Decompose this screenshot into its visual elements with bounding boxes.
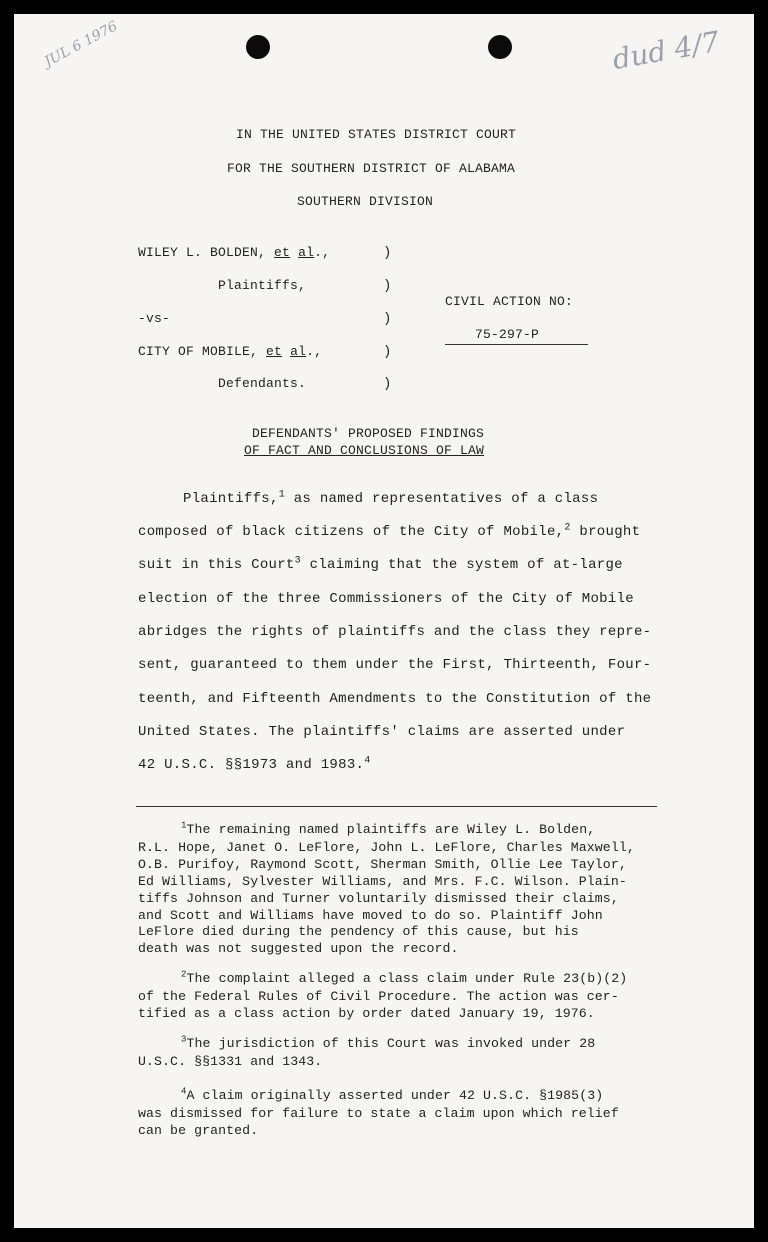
civil-action-number: 75-297-P: [475, 327, 540, 342]
caption-paren: ): [383, 245, 392, 261]
footnote-1-line-6: and Scott and Williams have moved to do so. Plaintiff John: [138, 908, 603, 923]
footnote-text: The jurisdiction of this Court was invoked under 28: [186, 1036, 596, 1051]
al-text: al.,: [290, 344, 323, 359]
defendant-name-text: CITY OF MOBILE,: [138, 344, 259, 359]
plaintiff-name: [138, 245, 330, 260]
court-heading-line-2: FOR THE SOUTHERN DISTRICT OF ALABAMA: [227, 161, 516, 176]
body-line-3: [138, 557, 623, 573]
body-line-2: [138, 524, 640, 540]
body-text: claiming that the system of at-large: [300, 557, 623, 573]
court-heading-line-1: IN THE UNITED STATES DISTRICT COURT: [236, 127, 517, 142]
court-heading-line-3: SOUTHERN DIVISION: [297, 194, 434, 209]
binder-hole-left: [246, 35, 270, 59]
body-text: as named representatives of a class: [285, 491, 599, 507]
et-text: et: [274, 245, 291, 260]
binder-hole-right: [488, 35, 512, 59]
versus-label: -vs-: [138, 311, 171, 326]
body-line-8: United States. The plaintiffs' claims are asserted under: [138, 724, 626, 740]
footnote-1-line-8: death was not suggested upon the record.: [138, 941, 459, 956]
footnote-4-line-3: can be granted.: [138, 1123, 259, 1138]
et-text: et: [266, 344, 283, 359]
body-text: 42 U.S.C. §§1973 and 1983.: [138, 757, 365, 773]
body-line-9: [138, 757, 371, 773]
footnote-2-line-1: [181, 971, 627, 986]
footnote-2-line-3: tified as a class action by order dated January 19, 1976.: [138, 1006, 595, 1021]
body-line-7: teenth, and Fifteenth Amendments to the Constitution of the: [138, 691, 652, 707]
civil-action-underline: [445, 344, 588, 345]
caption-paren: ): [383, 311, 392, 327]
received-date-stamp: JUL 6 1976: [42, 18, 121, 71]
footnote-1-number: 1: [181, 820, 187, 831]
footnote-1-line-3: O.B. Purifoy, Raymond Scott, Sherman Smith, Ollie Lee Taylor,: [138, 857, 627, 872]
al-underlined: al: [290, 344, 307, 359]
body-line-5: abridges the rights of plaintiffs and the class they repre-: [138, 624, 652, 640]
footnote-1-line-4: Ed Williams, Sylvester Williams, and Mrs. F.C. Wilson. Plain-: [138, 874, 627, 889]
footnote-ref-1: 1: [278, 489, 286, 501]
caption-paren: ): [383, 278, 392, 294]
caption-paren: ): [383, 344, 392, 360]
footnote-2-number: 2: [181, 969, 187, 980]
civil-action-label: CIVIL ACTION NO:: [445, 294, 574, 309]
footnote-4-number: 4: [181, 1086, 187, 1097]
defendants-label: Defendants.: [218, 376, 307, 391]
footnote-4-line-1: [181, 1088, 603, 1103]
body-text: brought: [570, 524, 641, 540]
handwritten-initials: dud 4/7: [609, 24, 722, 77]
body-line-6: sent, guaranteed to them under the First, Thirteenth, Four-: [138, 657, 652, 673]
document-page: [14, 14, 754, 1228]
footnote-ref-4: 4: [364, 755, 371, 767]
footnote-text: The complaint alleged a class claim under Rule 23(b)(2): [186, 971, 628, 986]
footnote-text: The remaining named plaintiffs are Wiley L. Bolden,: [186, 822, 596, 837]
footnote-3-line-1: [181, 1036, 595, 1051]
plaintiffs-label: Plaintiffs,: [218, 278, 307, 293]
footnote-1-line-2: R.L. Hope, Janet O. LeFlore, John L. LeFlore, Charles Maxwell,: [138, 840, 635, 855]
footnote-3-line-2: U.S.C. §§1331 and 1343.: [138, 1054, 323, 1069]
body-text: suit in this Court: [138, 557, 295, 573]
plaintiff-name-text: WILEY L. BOLDEN,: [138, 245, 267, 260]
document-title-line-2: OF FACT AND CONCLUSIONS OF LAW: [244, 443, 485, 458]
footnote-3-number: 3: [181, 1034, 187, 1045]
caption-paren: ): [383, 376, 392, 392]
footnote-text: A claim originally asserted under 42 U.S.C. §1985(3): [186, 1088, 604, 1103]
al-underlined: al: [298, 245, 315, 260]
al-text: al.,: [298, 245, 331, 260]
footnote-ref-2: 2: [564, 522, 571, 534]
footnote-4-line-2: was dismissed for failure to state a claim upon which relief: [138, 1106, 619, 1121]
footnote-separator: [136, 806, 657, 807]
defendant-name: [138, 344, 322, 359]
body-line-4: election of the three Commissioners of the City of Mobile: [138, 591, 634, 607]
body-text: composed of black citizens of the City of Mobile,: [138, 524, 565, 540]
document-title-line-1: DEFENDANTS' PROPOSED FINDINGS: [252, 426, 485, 441]
footnote-ref-3: 3: [294, 555, 301, 567]
body-line-1: [183, 491, 598, 507]
footnote-1-line-1: [181, 822, 595, 837]
body-text: Plaintiffs,: [183, 491, 279, 507]
footnote-1-line-7: LeFlore died during the pendency of this cause, but his: [138, 924, 579, 939]
footnote-1-line-5: tiffs Johnson and Turner voluntarily dismissed their claims,: [138, 891, 619, 906]
footnote-2-line-2: of the Federal Rules of Civil Procedure. The action was cer-: [138, 989, 619, 1004]
